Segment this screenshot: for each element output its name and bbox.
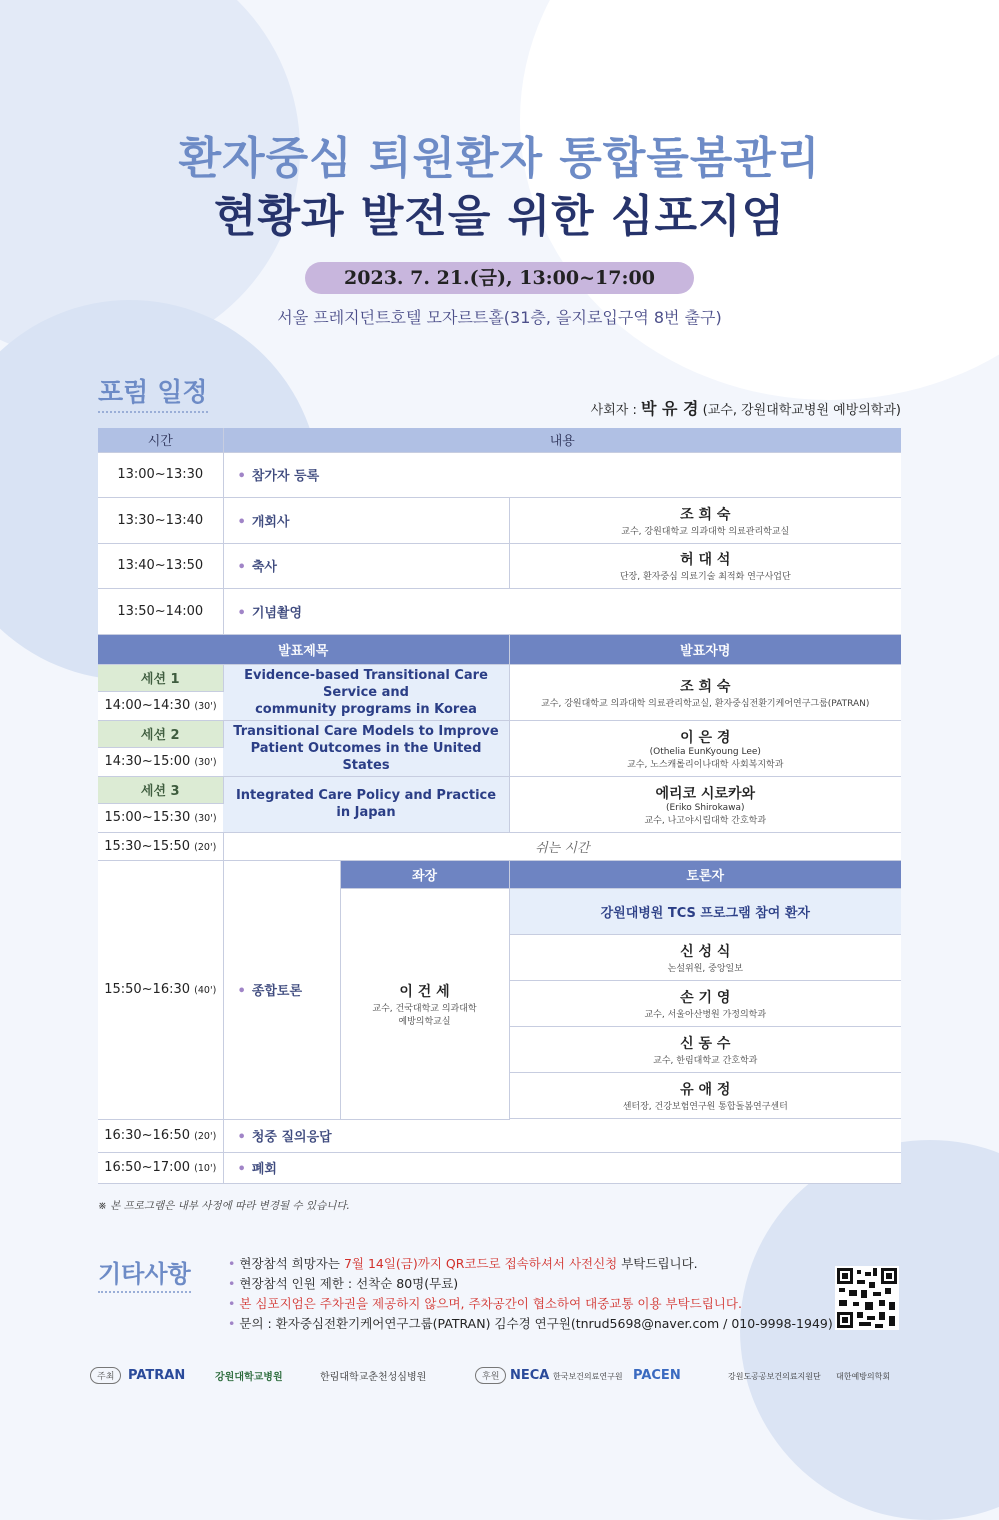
row-time: 13:40~13:50: [98, 543, 223, 588]
panel-patient: 강원대병원 TCS 프로그램 참여 환자: [509, 888, 901, 934]
speaker: 허 대 석 단장, 환자중심 의료기술 최적화 연구사업단: [509, 543, 901, 588]
session-row: [98, 776, 901, 803]
panelist: 유 애 정 센터장, 건강보험연구원 통합돌봄연구센터: [509, 1072, 901, 1118]
session-label: 세션 1: [98, 664, 223, 691]
row-item: • 기념촬영: [223, 588, 901, 634]
header-content: 내용: [223, 428, 901, 452]
qr-code[interactable]: [835, 1266, 899, 1330]
row-item: • 참가자 등록: [223, 452, 901, 497]
break-label: 쉬는 시간: [223, 832, 901, 860]
break-time: 15:30~15:50 (20'): [98, 832, 223, 860]
row-item: • 폐회: [223, 1152, 901, 1183]
patran-logo: PATRAN: [128, 1368, 186, 1383]
neca-logo: NECA: [510, 1368, 550, 1383]
speaker: 에리코 시로카와 (Eriko Shirokawa) 교수, 나고야시립대학 간호학과: [509, 776, 901, 832]
session-title: Evidence-based Transitional Care Service and community programs in Korea: [223, 664, 509, 720]
session-title: Integrated Care Policy and Practice in Japan: [223, 776, 509, 832]
row-time: 16:30~16:50 (20'): [98, 1119, 223, 1152]
header-speaker: 발표자명: [509, 634, 901, 664]
row-time: 13:30~13:40: [98, 497, 223, 543]
panel-row: [98, 860, 901, 888]
row-time: 13:00~13:30: [98, 452, 223, 497]
date-badge: 2023. 7. 21.(금), 13:00~17:00: [305, 262, 694, 294]
row-time: 13:50~14:00: [98, 588, 223, 634]
pacen-logo: PACEN: [633, 1368, 681, 1383]
speaker: 이 은 경 (Othelia EunKyoung Lee) 교수, 노스캐롤리이나대학 사회복지학과: [509, 720, 901, 776]
session-time: 14:30~15:00 (30'): [98, 747, 223, 776]
session-label: 세션 2: [98, 720, 223, 747]
title-line-2: 현황과 발전을 위한 심포지엄: [213, 191, 785, 242]
etc-title: 기타사항: [98, 1254, 191, 1293]
panelist: 손 기 영 교수, 서울아산병원 가정의학과: [509, 980, 901, 1026]
moderator-affil: (교수, 강원대학교병원 예방의학과): [702, 403, 901, 418]
schedule-title: 포럼 일정: [98, 372, 208, 413]
panel-item: • 종합토론: [223, 860, 340, 1119]
table-row: [98, 1152, 901, 1183]
host-tag: 주최: [90, 1367, 121, 1384]
panelist: 신 동 수 교수, 한림대학교 간호학과: [509, 1026, 901, 1072]
table-header: [98, 428, 901, 452]
table-row: [98, 452, 901, 497]
sponsor-tag: 후원: [475, 1367, 506, 1384]
session-row: [98, 664, 901, 691]
chair: 이 건 세 교수, 건국대학교 의과대학 예방의학교실: [340, 888, 509, 1119]
speaker: 조 희 숙 교수, 강원대학교 의과대학 의료관리학교실, 환자중심전환기케어연구그룹(PATRAN): [509, 664, 901, 720]
table-row: [98, 497, 901, 543]
kspm-logo: 대한예방의학회: [836, 1372, 891, 1381]
schedule-table: [98, 428, 901, 1184]
logo-bar: [90, 1365, 910, 1391]
note: ※ 본 프로그램은 내부 사정에 따라 변경될 수 있습니다.: [98, 1200, 350, 1212]
knuh-logo: 강원대학교병원: [215, 1372, 283, 1383]
speaker: 조 희 숙 교수, 강원대학교 의과대학 의료관리학교실: [509, 497, 901, 543]
list-item: • 현장참석 희망자는 7월 14일(금)까지 QR코드로 접속하셔서 사전신청 부탁드립니다.: [228, 1256, 698, 1271]
list-item: • 본 심포지엄은 주차권을 제공하지 않으며, 주차공간이 협소하여 대중교통 이용 부탁드립니다.: [228, 1296, 742, 1311]
session-label: 세션 3: [98, 776, 223, 803]
row-item: • 청중 질의응답: [223, 1119, 901, 1152]
title-line-1: 환자중심 퇴원환자 통합돌봄관리: [178, 133, 821, 184]
neca-sub: 한국보건의료연구원: [553, 1372, 623, 1381]
panel-time: 15:50~16:30 (40'): [98, 860, 223, 1119]
session-title: Transitional Care Models to Improve Patient Outcomes in the United States: [223, 720, 509, 776]
moderator-name: 박 유 경: [640, 399, 699, 418]
header-topic: 발표제목: [98, 634, 509, 664]
table-row: [98, 1119, 901, 1152]
session-time: 14:00~14:30 (30'): [98, 691, 223, 720]
row-item: • 개회사: [223, 497, 509, 543]
hallym-logo: 한림대학교춘천성심병원: [320, 1372, 427, 1383]
list-item: • 문의 : 환자중심전환기케어연구그룹(PATRAN) 김수경 연구원(tnrud5698@naver.com / 010-9998-1949): [228, 1316, 833, 1331]
list-item: • 현장참석 인원 제한 : 선착순 80명(무료): [228, 1276, 459, 1291]
table-row: [98, 543, 901, 588]
session-time: 15:00~15:30 (30'): [98, 803, 223, 832]
break-row: [98, 832, 901, 860]
session-row: [98, 720, 901, 747]
header-time: 시간: [98, 428, 223, 452]
etc-list: [228, 1254, 833, 1334]
venue: 서울 프레지던트호텔 모자르트홀(31층, 을지로입구역 8번 출구): [277, 308, 722, 327]
row-item: • 축사: [223, 543, 509, 588]
panelist: 신 성 식 논설위원, 중앙일보: [509, 934, 901, 980]
moderator: [591, 396, 901, 419]
moderator-label: 사회자 :: [590, 403, 637, 418]
table-row: [98, 588, 901, 634]
session-header: [98, 634, 901, 664]
gangwon-logo: 강원도공공보건의료지원단: [728, 1372, 821, 1381]
header-panel: 토론자: [509, 860, 901, 888]
row-time: 16:50~17:00 (10'): [98, 1152, 223, 1183]
header-chair: 좌장: [340, 860, 509, 888]
